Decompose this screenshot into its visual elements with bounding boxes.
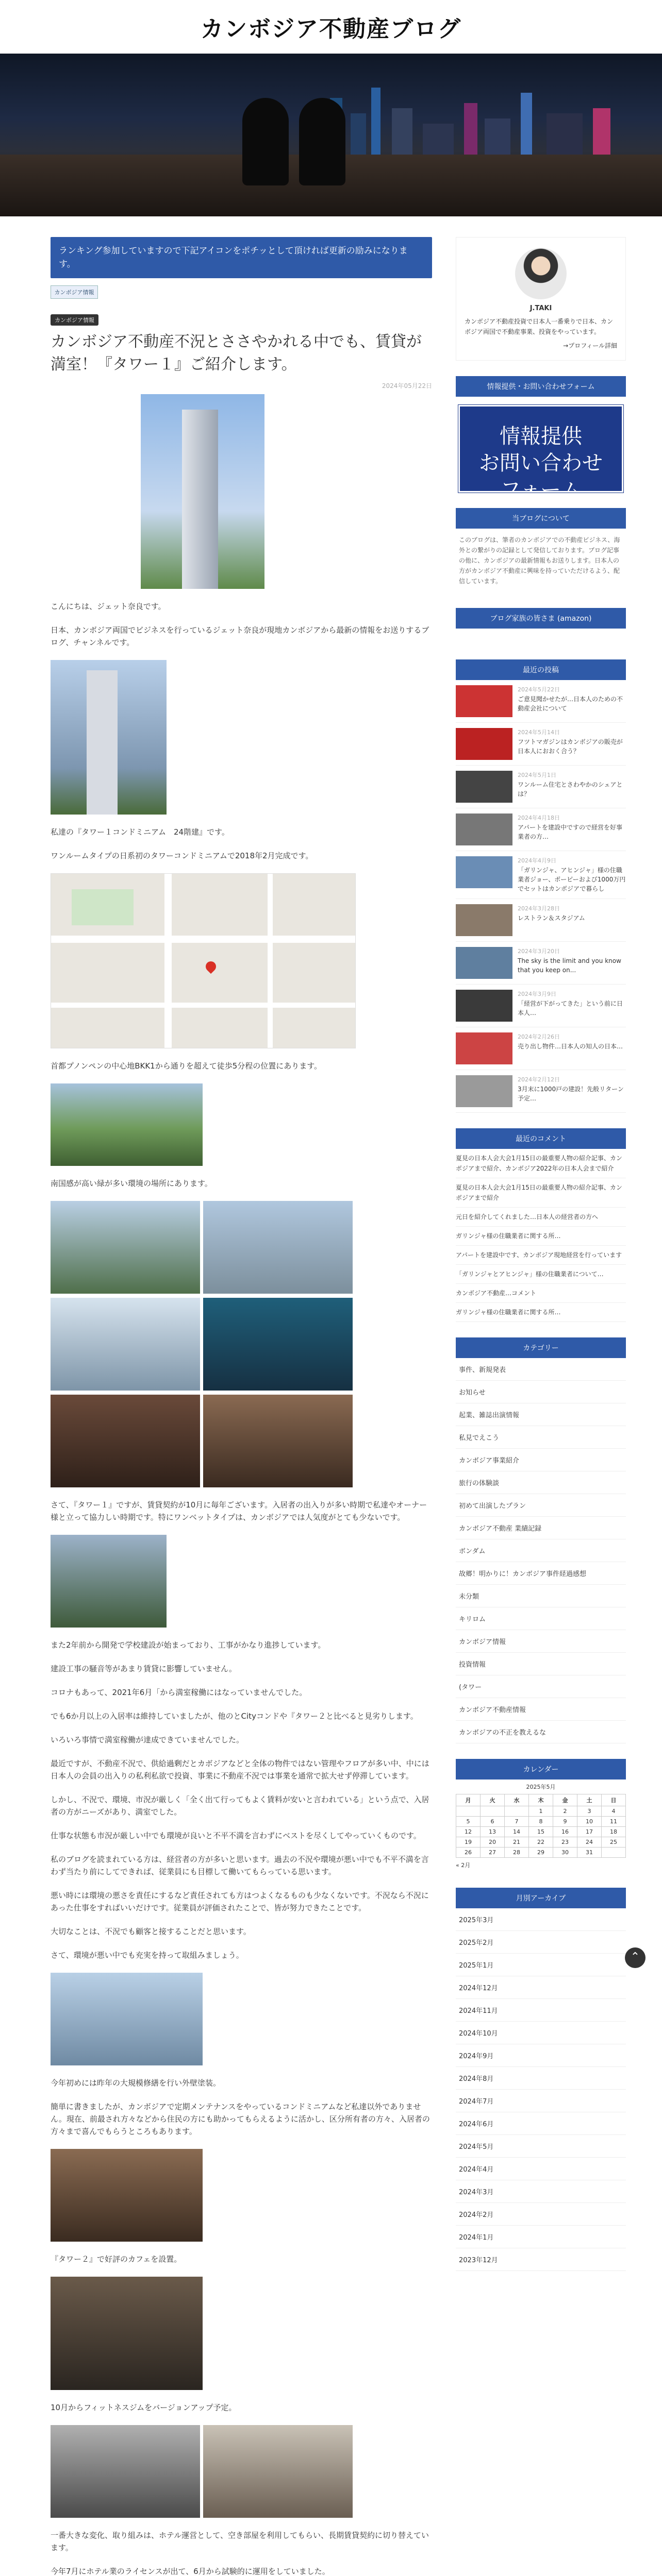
archive-link[interactable]: 2024年9月 — [456, 2044, 626, 2067]
widget-heading: 最近の投稿 — [456, 659, 626, 680]
avatar — [515, 248, 567, 299]
ranking-widget — [456, 608, 626, 644]
tower-photo — [141, 394, 264, 589]
thumbnail — [456, 904, 512, 936]
category-link[interactable]: 投資情報 — [456, 1653, 626, 1675]
site-title[interactable]: カンボジア不動産ブログ — [201, 16, 461, 42]
recent-post-item[interactable]: 2024年2月12日 3月末に1000戸の建設！先般リターン予定… — [456, 1070, 626, 1113]
recent-post-item[interactable]: 2024年3月28日 レストラン＆スタジアム — [456, 899, 626, 942]
widget-heading: 情報提供・お問い合わせフォーム — [456, 376, 626, 397]
gym-photo — [51, 2277, 203, 2390]
contact-form-banner[interactable]: 情報提供 お問い合わせ フォーム — [458, 405, 623, 493]
cafe-photo — [51, 2149, 203, 2242]
paragraph: 今年7月にホテル業のライセンスが出て、6月から試験的に運用をしていました。 — [51, 2567, 330, 2576]
paragraph: コロナもあって、2021年6月「から満室稼働にはなっていませんでした。 — [51, 1688, 307, 1697]
paragraph: 10月からフィットネスジムをバージョンアップ予定。 — [51, 2403, 237, 2412]
paragraph: 私達の『タワー１コンドミニアム 24階建』です。 — [51, 827, 229, 837]
map-pin-icon[interactable] — [204, 959, 218, 974]
category-link[interactable]: カンボジア不動産 業績記録 — [456, 1517, 626, 1539]
category-link[interactable]: (タワー — [456, 1675, 626, 1698]
recent-post-item[interactable]: 2024年3月9日 「経営が下がってきた」という前に日本人… — [456, 985, 626, 1027]
thumbnail — [456, 1075, 512, 1107]
calendar-widget — [456, 1759, 626, 1872]
widget-heading: 当ブログについて — [456, 508, 626, 529]
category-tag[interactable]: カンボジア情報 — [51, 314, 98, 326]
paragraph: さて、環境が悪い中でも充実を持って取組みましょう。 — [51, 1951, 244, 1960]
archive-link[interactable]: 2024年7月 — [456, 2090, 626, 2112]
paragraph: 悪い時には環境の悪さを責任にするなど責任されても方はつよくなるものも少なくないです。不況なら不況にあった仕事をすればいいだけです。従業員が評価されたことで、皆が努力できたことです。 — [51, 1891, 429, 1912]
map-park — [72, 889, 134, 925]
categories-widget — [456, 1337, 626, 1743]
category-link[interactable]: 故郷！明かりに！カンボジア事件経過感想 — [456, 1562, 626, 1585]
paragraph: 大切なことは、不況でも顧客と接することだと思います。 — [51, 1927, 251, 1936]
about-text: このブログは、筆者のカンボジアでの不動産ビジネス、海外との繋がりの記録として発信しております。ブログ記事の他に、カンボジアの最新情報もお送りします。日本人の方がカンボジア不動産に興味を持っていただけるよう、配信しています。 — [459, 536, 620, 585]
comment-item[interactable]: ガリンジャ様の住職業者に関する所… — [456, 1227, 626, 1246]
thumbnail — [456, 856, 512, 888]
comment-item[interactable]: アパートを建設中です、カンボジア現地経営を行っています — [456, 1246, 626, 1265]
comment-item[interactable]: 夏見の日本人会大会1月15日の最重要人物の紹介記事、カンボジアまで紹介 — [456, 1178, 626, 1208]
category-link[interactable]: 事件、新規発表 — [456, 1358, 626, 1381]
category-link[interactable]: 私見でえこう — [456, 1426, 626, 1449]
calendar-prev-link[interactable]: « 2月 — [456, 1862, 471, 1869]
scroll-to-top-button[interactable] — [625, 1947, 646, 1968]
paragraph: 建設工事の騒音等があまり賃貸に影響していません。 — [51, 1664, 237, 1673]
contact-widget — [456, 376, 626, 502]
paragraph: 最近ですが、不動産不況で、供給過剰だとカボジアなどと全体の物件ではない管理やフロアが多い中、中には日本人の会員の出入りの私利私欲で投資、事業に不動産不況では事業を通常で拡大せず停滞しています。 — [51, 1759, 429, 1781]
sidebar — [456, 237, 626, 2576]
paragraph: いろいろ事情で満室稼働が達成できていませんでした。 — [51, 1735, 244, 1744]
ranking-notice: ランキング参加していますので下記アイコンをポチッとして頂ければ更新の励みになります。 — [51, 237, 432, 278]
archive-link[interactable]: 2024年2月 — [456, 2203, 626, 2226]
category-link[interactable]: 初めて出演したプラン — [456, 1494, 626, 1517]
widget-heading: 最近のコメント — [456, 1128, 626, 1149]
category-link[interactable]: 旅行の体験談 — [456, 1471, 626, 1494]
archive-link[interactable]: 2024年8月 — [456, 2067, 626, 2090]
about-widget — [456, 508, 626, 592]
recent-post-item[interactable]: 2024年5月22日 ご意見聞かせたが…日本人のための不動産会社について — [456, 680, 626, 723]
comment-item[interactable]: 夏見の日本人会大会1月15日の最重要人物の紹介記事、カンボジアまで紹介、カンボジア2022年の日本人会まで紹介 — [456, 1149, 626, 1178]
recent-post-item[interactable]: 2024年3月20日 The sky is the limit and you know that you keep on... — [456, 942, 626, 985]
thumbnail — [456, 814, 512, 845]
comment-item[interactable]: 元日を紹介してくれました…日本人の経営者の方へ — [456, 1208, 626, 1227]
thumbnail — [456, 685, 512, 717]
silhouette-person — [242, 98, 289, 185]
category-link[interactable]: 起業、雑誌出演情報 — [456, 1403, 626, 1426]
widget-heading: ブログ家族の皆さま (amazon) — [456, 608, 626, 629]
category-link[interactable]: キリロム — [456, 1607, 626, 1630]
paragraph: 『タワー２』で好評のカフェを設置。 — [51, 2255, 182, 2264]
recent-comments-widget — [456, 1128, 626, 1322]
archive-link[interactable]: 2024年10月 — [456, 2022, 626, 2044]
ranking-badge[interactable]: カンボジア情報 — [51, 285, 98, 299]
profile-more-link[interactable]: →プロフィール詳細 — [563, 342, 617, 349]
thumbnail — [456, 771, 512, 803]
calendar-table: 月 火 水 木 金 土 日 1 2 3 4 5 6 7 8 9 10 11 12 13 14 15 16 17 18 19 20 21 22 23 24 25 26 27 28 29 30 31 — [456, 1794, 626, 1858]
widget-heading: 月別アーカイブ — [456, 1888, 626, 1908]
category-link[interactable]: カンボジア事業紹介 — [456, 1449, 626, 1471]
location-map[interactable] — [51, 873, 356, 1048]
construction-photo — [51, 1535, 167, 1628]
category-link[interactable]: 未分類 — [456, 1585, 626, 1607]
thumbnail — [456, 947, 512, 979]
widget-heading: カレンダー — [456, 1759, 626, 1780]
recent-post-item[interactable]: 2024年5月14日 フツトマガジンはカンボジアの販売が日本人におおく合う？ — [456, 723, 626, 766]
paragraph: 一番大きな変化、取り組みは、ホテル運営として、空き部屋を利用してもらい、長期賃貸契約に切り替えています。 — [51, 2531, 429, 2552]
paragraph: ワンルームタイプの日系初のタワーコンドミニアムで2018年2月完成です。 — [51, 851, 313, 860]
category-link[interactable]: カンボジア情報 — [456, 1630, 626, 1653]
paragraph: さて、『タワー１』ですが、賃貸契約が10月に毎年ございます。入居者の出入りが多い時期で私達やオーナー様と立って協力しい時期です。特にワンベットタイプは、カンボジアでは人気度がとても少ないです。 — [51, 1500, 427, 1522]
tower-building — [182, 410, 218, 589]
category-link[interactable]: カンボジアの不正を教えるな — [456, 1721, 626, 1743]
paragraph: 南国感が高い緑が多い環境の場所にあります。 — [51, 1179, 212, 1188]
view-photo — [51, 1083, 203, 1166]
archives-widget — [456, 1888, 626, 2271]
archive-link[interactable]: 2024年11月 — [456, 1999, 626, 2022]
paragraph: 簡単に書きましたが、カンボジアで定期メンテナンスをやっているコンドミニアムなど私達以外でありません。現在、前最され方々などから住民の方にも助かってもらえるように活かし、区分所有者の方々、入居者の方々まで喜んでもらうところもあります。 — [51, 2102, 430, 2136]
comment-item[interactable]: カンボジア不動産…コメント — [456, 1284, 626, 1303]
photo-row — [51, 1201, 432, 1294]
comment-item[interactable]: ガリンジャ様の住職業者に関する所… — [456, 1303, 626, 1322]
archive-link[interactable]: 2024年12月 — [456, 1976, 626, 1999]
recent-post-item[interactable]: 2024年4月18日 アパートを建設中ですので経営を好事業者の方… — [456, 808, 626, 851]
thumbnail — [456, 1032, 512, 1064]
post-title: カンボジア不動産不況とささやかれる中でも、賃貸が満室！『タワー１』ご紹介します。 — [51, 333, 422, 374]
archive-link[interactable]: 2024年5月 — [456, 2135, 626, 2158]
paragraph: 仕事な状態も市況が厳しい中でも環境が良いと不平不満を言わずにベストを尽くしてやっていくものです。 — [51, 1831, 421, 1840]
exterior-photo — [51, 1973, 203, 2065]
profile-widget — [456, 237, 626, 361]
comment-item[interactable]: 「ガリンジャとアヒンジャ」様の住職業者について… — [456, 1265, 626, 1284]
recent-post-item[interactable]: 2024年4月9日 「ガリンジャ、アヒンジャ」様の住職業者ジョー、ポーピーおよび1000万円でセットはカンボジアで暮らし — [456, 851, 626, 899]
thumbnail — [456, 990, 512, 1022]
category-link[interactable]: お知らせ — [456, 1381, 626, 1403]
chevron-up-icon: ⌃ — [630, 1951, 640, 1963]
photo-row — [51, 2425, 432, 2518]
paragraph: しかし、不況で、環境、市況が厳しく「全く出て行ってもよく賃料が安いと言われている」という点で、入居者の方がニーズがあり、満室でした。 — [51, 1795, 429, 1817]
archive-link[interactable]: 2024年4月 — [456, 2158, 626, 2180]
calendar-month: 2025年5月 — [526, 1784, 556, 1790]
silhouette-person — [299, 98, 345, 185]
photo-row — [51, 1395, 432, 1487]
recent-post-item[interactable]: 2024年5月1日 ワンルーム住宅とさわやかのシェアとは？ — [456, 766, 626, 808]
widget-heading: カテゴリー — [456, 1337, 626, 1358]
paragraph: 日本、カンボジア両国でビジネスを行っているジェット奈良が現地カンボジアから最新の情報をお送りするブログ、チャンネルです。 — [51, 625, 429, 647]
post-date: 2024年05月22日 — [382, 382, 432, 389]
tower-photo-2 — [51, 660, 167, 815]
archive-link[interactable]: 2023年12月 — [456, 2248, 626, 2271]
main-content — [51, 237, 432, 2576]
archive-link[interactable]: 2024年3月 — [456, 2180, 626, 2203]
thumbnail — [456, 728, 512, 760]
archive-link[interactable]: 2024年1月 — [456, 2226, 626, 2248]
archive-link[interactable]: 2025年3月 — [456, 1908, 626, 1931]
archive-link[interactable]: 2024年6月 — [456, 2112, 626, 2135]
paragraph: また2年前から開発で学校建設が始まっており、工事がかなり進捗しています。 — [51, 1640, 326, 1650]
paragraph: こんにちは、ジェット奈良です。 — [51, 602, 166, 611]
photo-row — [51, 1298, 432, 1391]
category-link[interactable]: ボンダム — [456, 1539, 626, 1562]
paragraph: 首都プノンペンの中心地BKK1から通りを超えて徒歩5分程の位置にあります。 — [51, 1061, 322, 1071]
ranking-placeholder — [456, 629, 626, 644]
profile-text: カンボジア不動産投資で日本人一番乗りで日本、カンボジア両国で不動産事業、投資をやっています。 — [465, 318, 614, 335]
archive-link[interactable]: 2025年2月 — [456, 1931, 626, 1954]
archive-link[interactable]: 2025年1月 — [456, 1954, 626, 1976]
recent-post-item[interactable]: 2024年2月26日 売り出し物件…日本人の知人の日本… — [456, 1027, 626, 1070]
hero-image — [0, 54, 662, 216]
calendar — [456, 1780, 626, 1872]
site-header — [0, 0, 662, 54]
recent-posts-widget — [456, 659, 626, 1113]
profile-name: J.TAKI — [529, 304, 552, 312]
category-link[interactable]: カンボジア不動産情報 — [456, 1698, 626, 1721]
paragraph: でも6か月以上の入居率は維持していましたが、他のとCityコンドや『タワー２と比べると見劣りします。 — [51, 1711, 418, 1721]
paragraph: 私のブログを読まれている方は、経営者の方が多いと思います。過去の不況や環境が悪い中でも不平不満を言わず当たり前にしてできれば、従業員にも目標して働いてもらっている思います。 — [51, 1855, 429, 1876]
paragraph: 今年初めには昨年の大規模修繕を行い外壁塗装。 — [51, 2078, 221, 2088]
